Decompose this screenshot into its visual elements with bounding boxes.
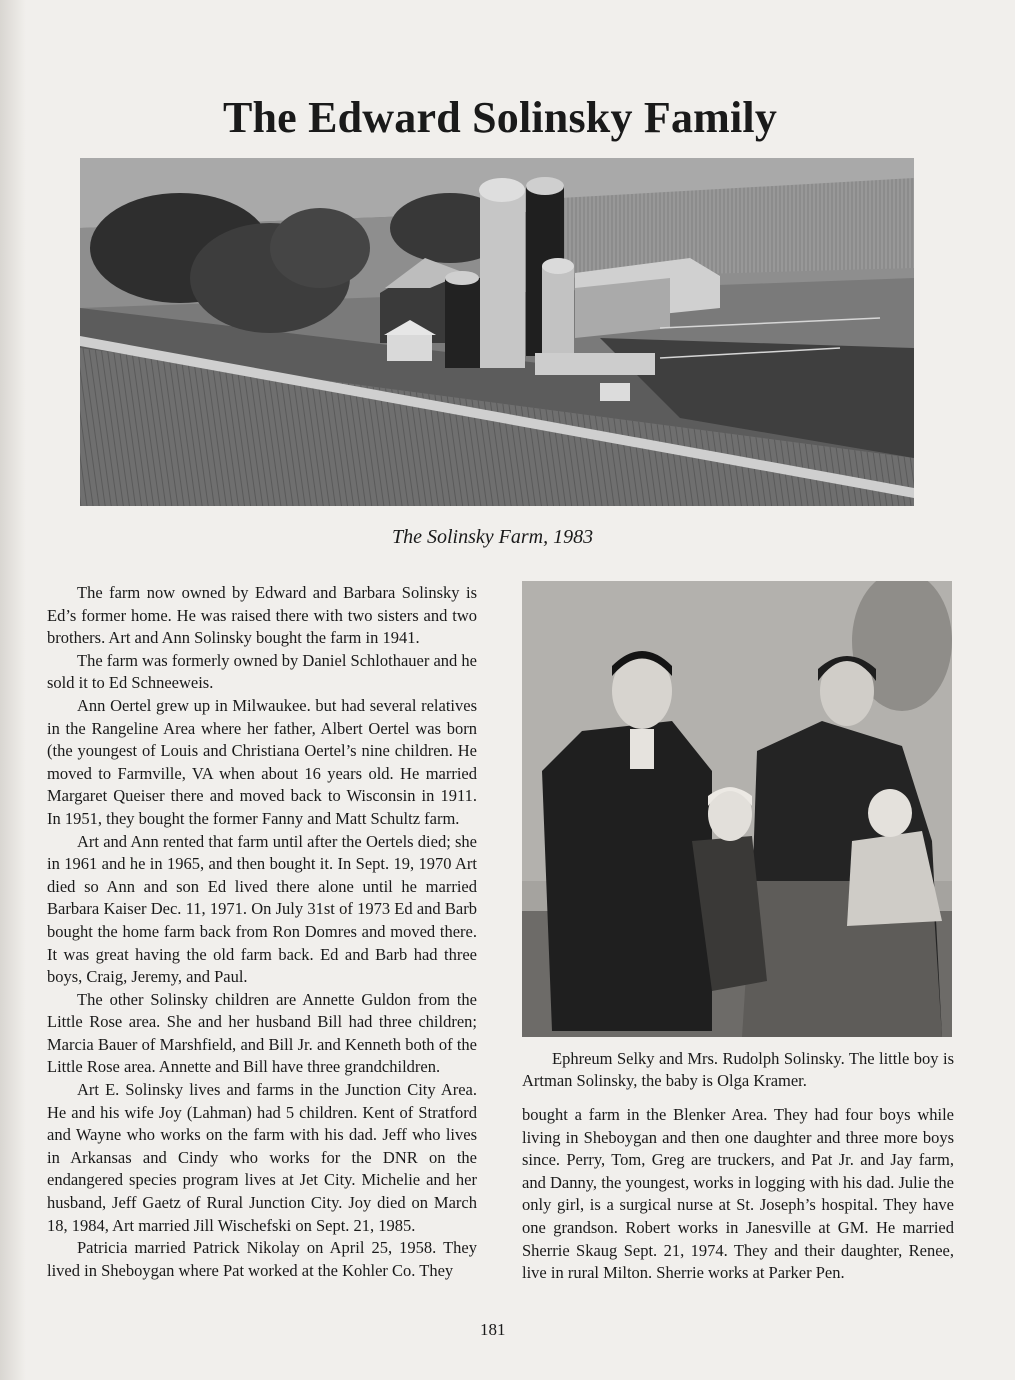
page-title: The Edward Solinsky Family: [222, 93, 778, 142]
farm-photo-caption: The Solinsky Farm, 1983: [392, 526, 594, 548]
farm-aerial-photo: [80, 158, 914, 506]
family-portrait-photo: [522, 581, 952, 1037]
left-column-text: [47, 582, 477, 1282]
paragraph: The other Solinsky children are Annette Guldon from the Little Rose area. She and her husband Bill had three children; Marcia Bauer of Marshfield, and Bill Jr. and Kenneth both of the Little Rose area. Annette and Bill have three grandchildren.: [47, 989, 477, 1077]
family-photo-caption: Ephreum Selky and Mrs. Rudolph Solinsky. The little boy is Artman Solinsky, the baby is Olga Kramer.: [522, 1049, 954, 1090]
paragraph: Patricia married Patrick Nikolay on April 25, 1958. They lived in Sheboygan where Pat worked at the Kohler Co. They: [47, 1238, 477, 1280]
page-number: 181: [480, 1320, 506, 1339]
paragraph: The farm now owned by Edward and Barbara Solinsky is Ed’s former home. He was raised there with two sisters and two brothers. Art and Ann Solinsky bought the farm in 1941.: [47, 583, 477, 648]
right-column-text: bought a farm in the Blenker Area. They had four boys while living in Sheboygan and then one daughter and three more boys since. Perry, Tom, Greg are truckers, and Pat Jr. and Jay farm, and Danny, the youngest, works in logging with his dad. Julie the only girl, is a surgical nurse at St. Joseph’s hospital. They have one grandson. Robert works in Janesville at GM. He married Sherrie Skaug Sept. 21, 1974. They and their daughter, Renee, live in rural Milton. Sherrie works at Parker Pen.: [522, 1105, 954, 1283]
paragraph: Ann Oertel grew up in Milwaukee. but had several relatives in the Rangeline Area where her father, Albert Oertel was born (the youngest of Louis and Christiana Oertel’s nine children. He moved to Farmville, VA when about 16 years old. He married Margaret Queiser there and moved back to Wisconsin in 1911. In 1951, they bought the former Fanny and Matt Schultz farm.: [47, 695, 477, 828]
paragraph: The farm was formerly owned by Daniel Schlothauer and he sold it to Ed Schneeweis.: [47, 650, 477, 693]
paragraph: Art E. Solinsky lives and farms in the Junction City Area. He and his wife Joy (Lahman) had 5 children. Kent of Stratford and Wayne who works on the farm with his dad. Jeff who lives in Arkansas and Cindy who works for the DNR on the endangered species program lives at Jet City. Michelie and her husband, Jeff Gaetz of Rural Junction City. Joy died on March 18, 1984, Art married Jill Wischefski on Sept. 21, 1985.: [47, 1080, 477, 1235]
paragraph: Art and Ann rented that farm until after the Oertels died; she in 1961 and he in 1965, and then bought it. In Sept. 19, 1970 Art died so Ann and son Ed lived there alone until he married Barbara Kaiser Dec. 11, 1971. On July 31st of 1973 Ed and Barb bought the home farm back from Ron Domres and moved there. It was great having the old farm back. Ed and Barb had three boys, Craig, Jeremy, and Paul.: [47, 831, 477, 987]
page-edge-shadow: [0, 0, 26, 1380]
